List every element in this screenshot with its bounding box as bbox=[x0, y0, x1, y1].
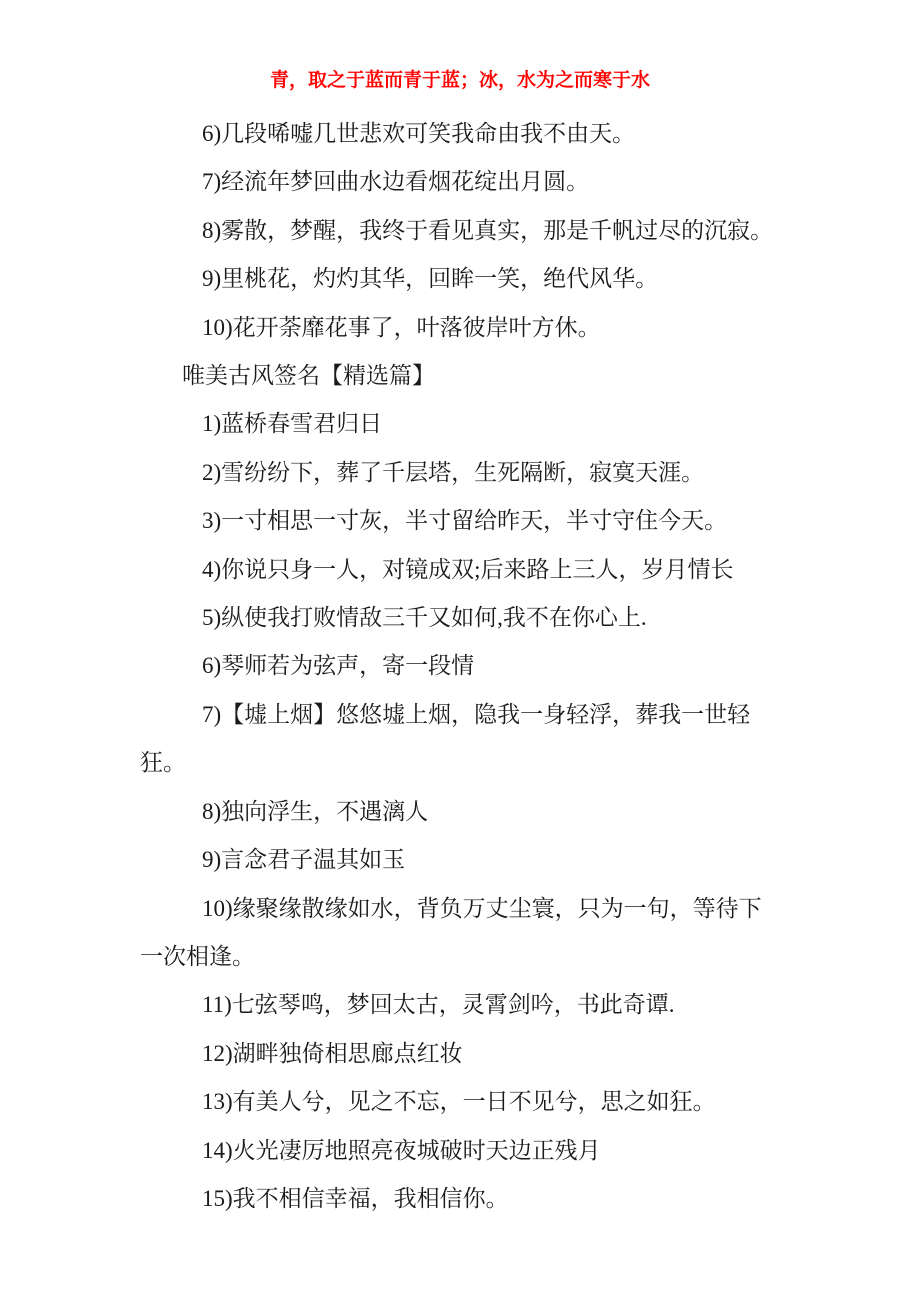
signature-item: 13)有美人兮，见之不忘，一日不见兮，思之如狂。 bbox=[202, 1089, 716, 1115]
signature-item: 12)湖畔独倚相思廊点红妆 bbox=[202, 1040, 463, 1066]
signature-item: 14)火光凄厉地照亮夜城破时天边正残月 bbox=[202, 1137, 601, 1163]
signature-item: 6)几段唏嘘几世悲欢可笑我命由我不由天。 bbox=[202, 121, 636, 146]
signature-item: 1)蓝桥春雪君归日 bbox=[202, 411, 383, 437]
signature-item: 10)花开荼靡花事了，叶落彼岸叶方休。 bbox=[202, 314, 601, 340]
signature-item: 2)雪纷纷下，葬了千层塔，生死隔断，寂寞天涯。 bbox=[202, 459, 705, 485]
signature-list-continued bbox=[140, 110, 780, 352]
document-body bbox=[140, 110, 780, 1223]
signature-item: 15)我不相信幸福，我相信你。 bbox=[202, 1185, 509, 1211]
signature-item: 7)经流年梦回曲水边看烟花绽出月圆。 bbox=[202, 169, 590, 195]
signature-item: 8)雾散，梦醒，我终于看见真实，那是千帆过尽的沉寂。 bbox=[202, 217, 774, 243]
signature-item: 4)你说只身一人，对镜成双;后来路上三人，岁月情长 bbox=[202, 556, 734, 582]
signature-item: 10)缘聚缘散缘如水，背负万丈尘寰，只为一句，等待下一次相逢。 bbox=[140, 895, 762, 969]
signature-item: 5)纵使我打败情敌三千又如何,我不在你心上. bbox=[202, 605, 647, 631]
signature-item: 8)独向浮生，不遇漓人 bbox=[202, 798, 429, 824]
section-title: 唯美古风签名【精选篇】 bbox=[182, 363, 435, 389]
signature-item: 6)琴师若为弦声，寄一段情 bbox=[202, 653, 475, 679]
signature-item: 9)里桃花，灼灼其华，回眸一笑，绝代风华。 bbox=[202, 266, 659, 292]
signature-item: 3)一寸相思一寸灰，半寸留给昨天，半寸守住今天。 bbox=[202, 508, 728, 534]
signature-item: 11)七弦琴鸣，梦回太古，灵霄剑吟，书此奇谭. bbox=[202, 992, 675, 1018]
signature-item: 7)【墟上烟】悠悠墟上烟，隐我一身轻浮，葬我一世轻狂。 bbox=[140, 701, 751, 776]
signature-list-selected bbox=[140, 400, 780, 1223]
document-header-quote: 青，取之于蓝而青于蓝；冰，水为之而寒于水 bbox=[269, 70, 650, 91]
signature-item: 9)言念君子温其如玉 bbox=[202, 847, 406, 873]
